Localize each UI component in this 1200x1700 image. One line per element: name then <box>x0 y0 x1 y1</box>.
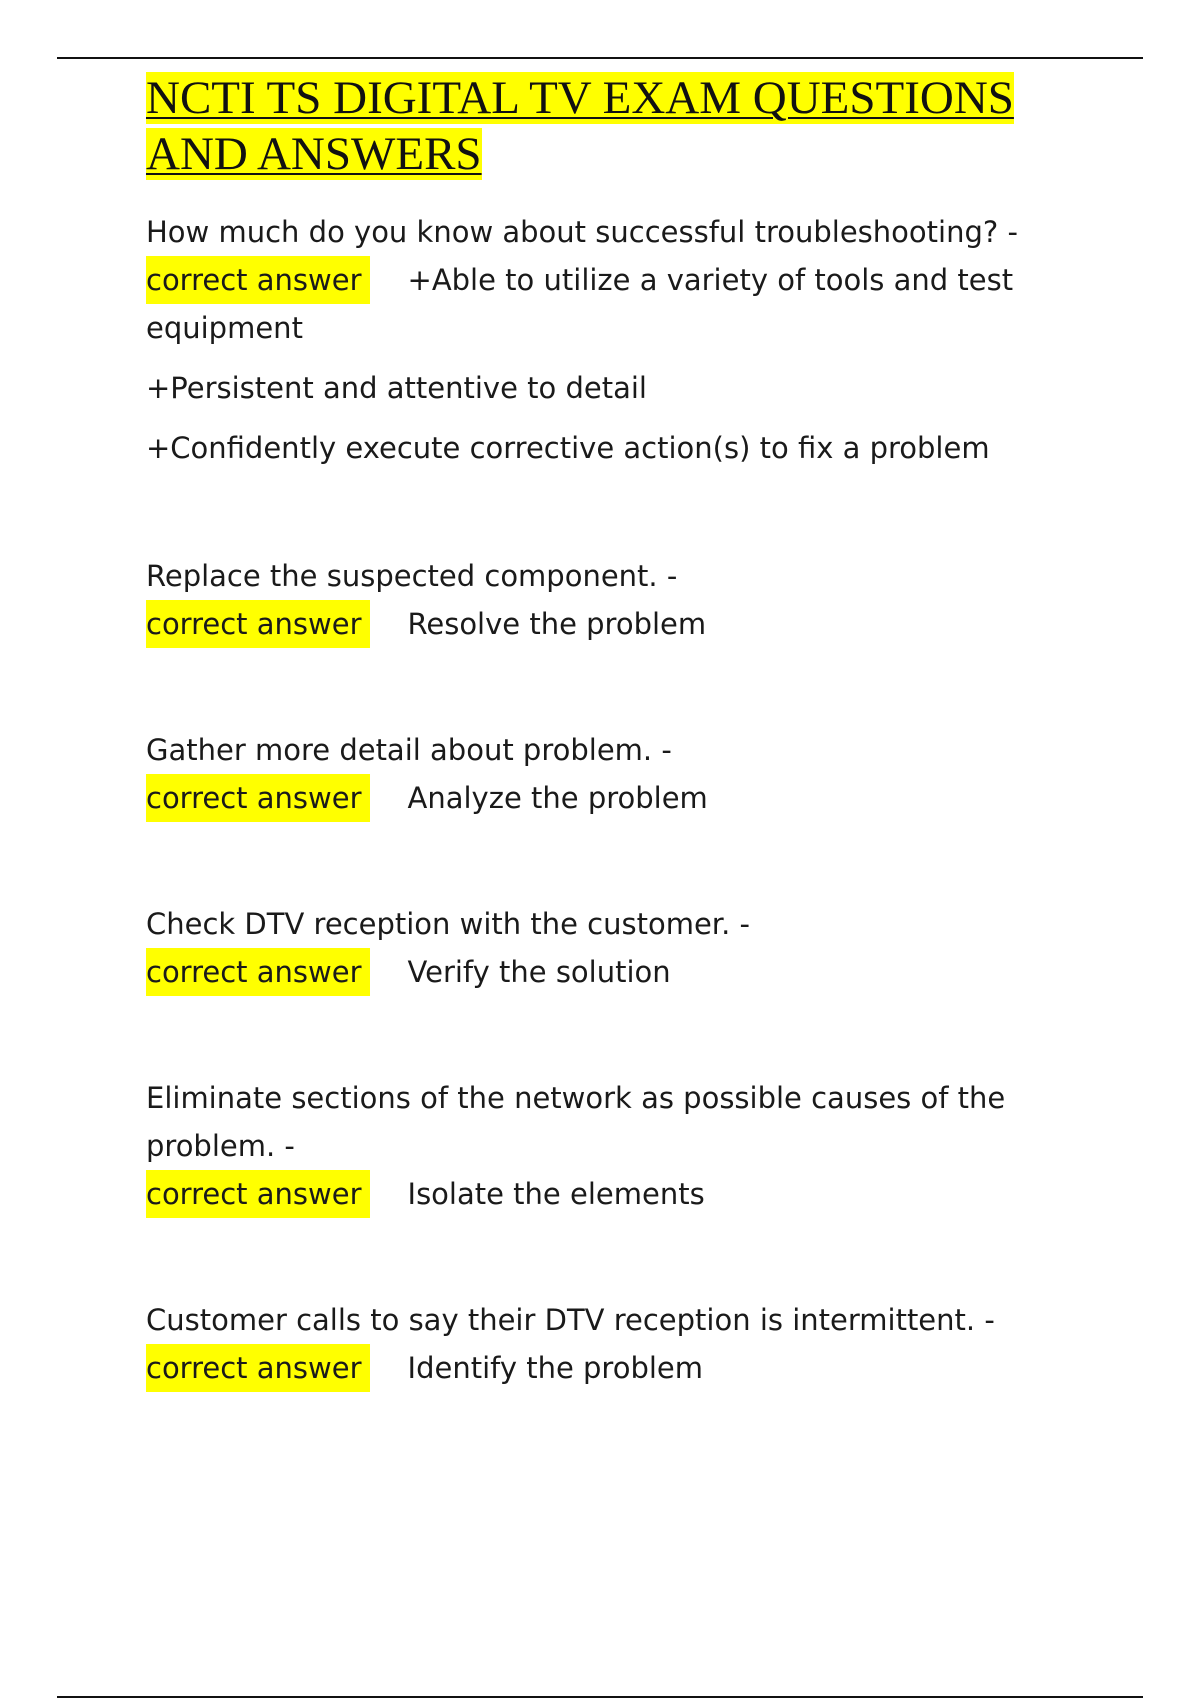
answer-label: correct answer <box>146 600 370 648</box>
spacer <box>146 648 1066 726</box>
top-rule <box>57 57 1143 59</box>
answer-text: Isolate the elements <box>407 1177 705 1211</box>
qa-item-6 <box>146 1296 1066 1392</box>
answer-text: Verify the solution <box>407 955 671 989</box>
question-text: Check DTV reception with the customer. - <box>146 907 750 941</box>
answer-text: +Able to utilize a variety of tools and test equipment <box>146 263 1014 345</box>
spacer <box>146 1218 1066 1296</box>
answer-extra-2: +Confidently execute corrective action(s) to fix a problem <box>146 431 990 465</box>
title-line-2: AND ANSWERS <box>146 128 482 180</box>
spacer <box>146 472 1066 552</box>
bottom-rule <box>57 1696 1143 1698</box>
answer-label: correct answer <box>146 256 370 304</box>
document-title <box>146 70 1066 182</box>
qa-item-1 <box>146 208 1066 472</box>
answer-label: correct answer <box>146 948 370 996</box>
answer-text: Resolve the problem <box>407 607 707 641</box>
question-text: Gather more detail about problem. - <box>146 733 672 767</box>
answer-extra-1: +Persistent and attentive to detail <box>146 371 647 405</box>
answer-label: correct answer <box>146 774 370 822</box>
question-text: Eliminate sections of the network as possible causes of the problem. - <box>146 1081 1006 1163</box>
spacer <box>146 822 1066 900</box>
qa-item-2 <box>146 552 1066 648</box>
answer-text: Identify the problem <box>407 1351 704 1385</box>
qa-item-4 <box>146 900 1066 996</box>
title-line-1: NCTI TS DIGITAL TV EXAM QUESTIONS <box>146 72 1014 124</box>
question-text: How much do you know about successful troubleshooting? - <box>146 215 1018 249</box>
answer-text: Analyze the problem <box>407 781 708 815</box>
question-text: Customer calls to say their DTV reception is intermittent. - <box>146 1303 995 1337</box>
question-text: Replace the suspected component. - <box>146 559 678 593</box>
spacer <box>146 996 1066 1074</box>
answer-label: correct answer <box>146 1344 370 1392</box>
answer-label: correct answer <box>146 1170 370 1218</box>
document-body <box>146 70 1066 1392</box>
qa-item-3 <box>146 726 1066 822</box>
qa-item-5 <box>146 1074 1066 1218</box>
